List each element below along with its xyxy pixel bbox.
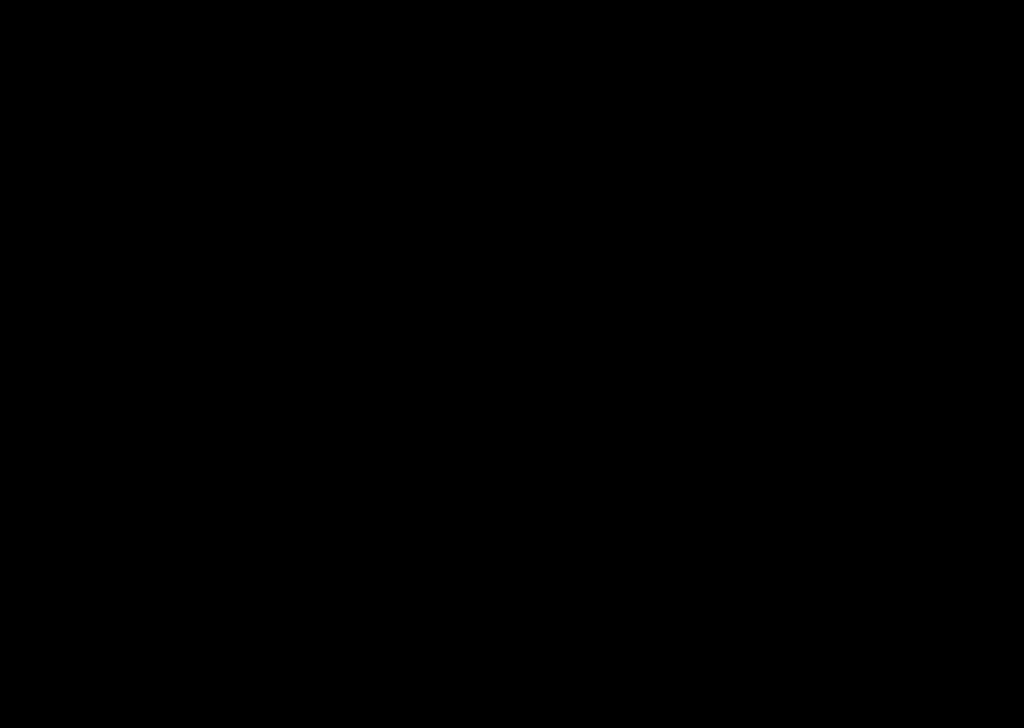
row-position: C: [139, 319, 197, 336]
row-description: Pozostałe koszty: [197, 302, 613, 319]
table-row: [139, 319, 935, 336]
row-curr-amount: 58 471,99 zł: [759, 392, 935, 409]
signature-line: [397, 496, 443, 497]
organization-header: STOWARZYSZENIE MANKO, UL. SIARCZKI 16, 30-698 KRAKÓW: [321, 78, 755, 94]
table-row: [139, 392, 935, 409]
row-curr-amount: zł: [759, 268, 935, 285]
column-number: 3: [613, 198, 759, 217]
table-row: [139, 217, 935, 234]
row-curr-amount: zł: [759, 302, 935, 319]
row-curr-amount: zł: [759, 353, 935, 370]
row-description: Zużycie materiałów i energii: [197, 268, 613, 285]
header-prev-year: 2016: [613, 184, 759, 198]
row-curr-amount: 58 471,99 zł: [759, 375, 935, 392]
row-curr-amount: - zł: [759, 319, 935, 336]
row-prev-amount: 101 153,00 zł: [613, 285, 759, 302]
row-description: Nadwyżka przychodów nad kosztami (wartość dodatnia): [197, 392, 613, 409]
row-curr-amount: 4 462 548,71 zł: [759, 234, 935, 251]
header-curr-year: 2017: [759, 184, 935, 198]
row-prev-amount: zł: [613, 319, 759, 336]
header-prev-year-amount: Kwota za rok poprzedni: [613, 171, 759, 184]
row-prev-amount: zł: [613, 251, 759, 268]
row-prev-amount: 362 551,81 zł: [613, 234, 759, 251]
row-position: IV: [139, 302, 197, 319]
row-description: Przychody podstawowej działalności operacyjnej i zrównane z nimi, w tym zm: [197, 217, 613, 234]
row-description: Nadwyżka kosztów nad przychodami (wartość ujemna): [197, 409, 613, 426]
row-curr-amount: 221 332,00 zł: [759, 285, 935, 302]
row-description: Pozostałe przychody i zyski, w tym aktualizacja wartości aktywów: [197, 319, 613, 336]
row-curr-amount: - zł: [759, 409, 935, 426]
row-description: Koszty podstawowej działalności operacyjnej:: [197, 234, 613, 251]
row-position: II: [139, 268, 197, 285]
row-prev-amount: 24 159,28 zł: [613, 375, 759, 392]
column-number-row: [139, 198, 935, 217]
row-prev-amount: - zł: [613, 268, 759, 285]
table-row: [139, 302, 935, 319]
table-row: [139, 234, 935, 251]
row-description: Pozostałe koszty i straty, w tym aktualizacja wartości aktywów: [197, 336, 613, 353]
row-position: I: [139, 251, 197, 268]
table-row: [139, 285, 935, 302]
header-description: Wyszczególnienie: [197, 171, 613, 198]
document-title: RACHUNEK WYNIKÓW na dzień 31-12-2017 r.: [386, 121, 690, 137]
table-row: [139, 268, 935, 285]
row-description: Wynik finansowy netto ogółem (A-B+C-D-E), w tym:: [197, 375, 613, 392]
table-row: [139, 353, 935, 370]
row-curr-amount: 4 521 020,70 zł: [759, 217, 935, 234]
row-position: I: [139, 392, 197, 409]
row-prev-amount: zł: [613, 336, 759, 353]
table-header-row: [139, 171, 935, 184]
row-prev-amount: zł: [613, 409, 759, 426]
row-description: Amortyzacja: [197, 251, 613, 268]
row-curr-amount: zł: [759, 251, 935, 268]
income-statement-table: [138, 170, 935, 426]
column-number: 2: [197, 198, 613, 217]
row-position: E: [139, 353, 197, 370]
row-description: Podatek dochodowy: [197, 353, 613, 370]
table-row: [139, 251, 935, 268]
table-row: [139, 375, 935, 392]
row-prev-amount: 24 159,28 zł: [613, 392, 759, 409]
row-curr-amount: zł: [759, 336, 935, 353]
header-position: Pozycja: [139, 171, 197, 198]
row-position: D: [139, 336, 197, 353]
column-number: 4: [759, 198, 935, 217]
row-position: II: [139, 409, 197, 426]
stamp-box: [236, 508, 386, 564]
row-position: A: [139, 217, 197, 234]
row-description: Wynagrodzenia i ubezpieczenia społeczne i inne świadczenia: [197, 285, 613, 302]
row-position: B: [139, 234, 197, 251]
row-prev-amount: 386 711,09 zł: [613, 217, 759, 234]
column-number: 1: [139, 198, 197, 217]
row-position: III: [139, 285, 197, 302]
row-prev-amount: zł: [613, 302, 759, 319]
header-curr-year-amount: Kwota za rok obrotowy: [759, 171, 935, 184]
row-prev-amount: zł: [613, 353, 759, 370]
table-row: [139, 409, 935, 426]
row-position: F: [139, 375, 197, 392]
table-row: [139, 336, 935, 353]
